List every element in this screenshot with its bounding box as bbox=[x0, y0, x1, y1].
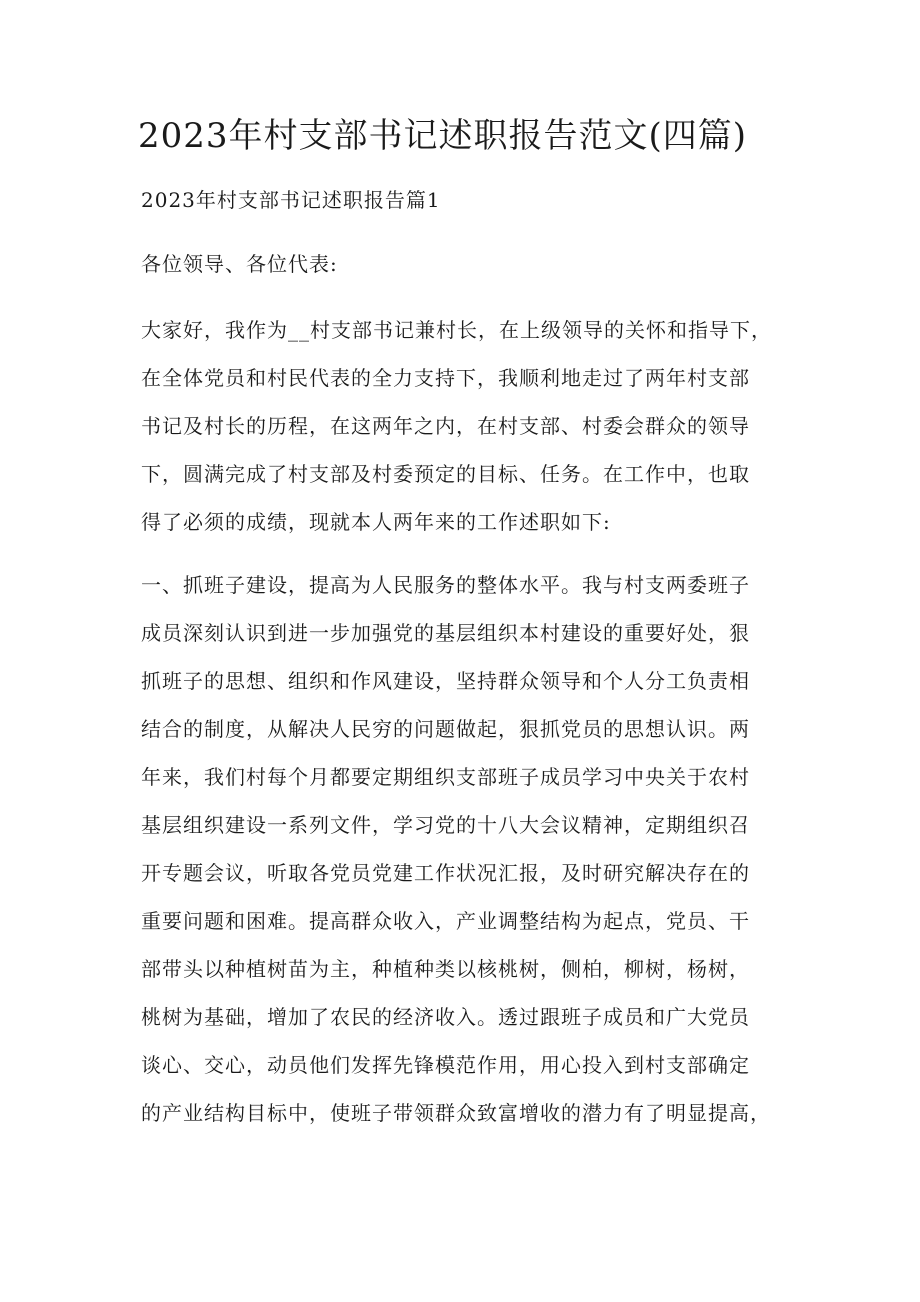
text-line: 谈心、交心，动员他们发挥先锋模范作用，用心投入到村支部确定 bbox=[141, 1053, 750, 1077]
paragraph-introduction bbox=[141, 306, 801, 546]
text-line: 一、抓班子建设，提高为人民服务的整体水平。我与村支两委班子 bbox=[141, 573, 750, 597]
text-line: 桃树为基础，增加了农民的经济收入。透过跟班子成员和广大党员 bbox=[141, 1005, 750, 1029]
text-line: 下，圆满完成了村支部及村委预定的目标、任务。在工作中，也取 bbox=[141, 462, 750, 486]
salutation: 各位领导、各位代表: bbox=[141, 252, 338, 276]
text-line: 书记及村长的历程，在这两年之内，在村支部、村委会群众的领导 bbox=[141, 414, 750, 438]
text-line: 年来，我们村每个月都要定期组织支部班子成员学习中央关于农村 bbox=[141, 765, 750, 789]
text-line: 的产业结构目标中，使班子带领群众致富增收的潜力有了明显提高， bbox=[141, 1101, 771, 1125]
paragraph-team-building bbox=[141, 561, 801, 1137]
text-line: 结合的制度，从解决人民穷的问题做起，狠抓党员的思想认识。两 bbox=[141, 717, 750, 741]
text-line: 大家好，我作为__村支部书记兼村长，在上级领导的关怀和指导下， bbox=[141, 318, 772, 342]
document-title: 2023年村支部书记述职报告范文(四篇) bbox=[138, 116, 748, 156]
text-line: 在全体党员和村民代表的全力支持下，我顺利地走过了两年村支部 bbox=[141, 366, 750, 390]
text-line: 成员深刻认识到进一步加强党的基层组织本村建设的重要好处，狠 bbox=[141, 621, 750, 645]
text-line: 抓班子的思想、组织和作风建设，坚持群众领导和个人分工负责相 bbox=[141, 669, 750, 693]
text-line: 得了必须的成绩，现就本人两年来的工作述职如下: bbox=[141, 510, 611, 534]
text-line: 部带头以种植树苗为主，种植种类以核桃树，侧柏，柳树，杨树， bbox=[141, 957, 750, 981]
text-line: 重要问题和困难。提高群众收入，产业调整结构为起点，党员、干 bbox=[141, 909, 750, 933]
text-line: 开专题会议，听取各党员党建工作状况汇报，及时研究解决存在的 bbox=[141, 861, 750, 885]
text-line: 基层组织建设一系列文件，学习党的十八大会议精神，定期组织召 bbox=[141, 813, 750, 837]
section-heading: 2023年村支部书记述职报告篇1 bbox=[141, 188, 441, 212]
